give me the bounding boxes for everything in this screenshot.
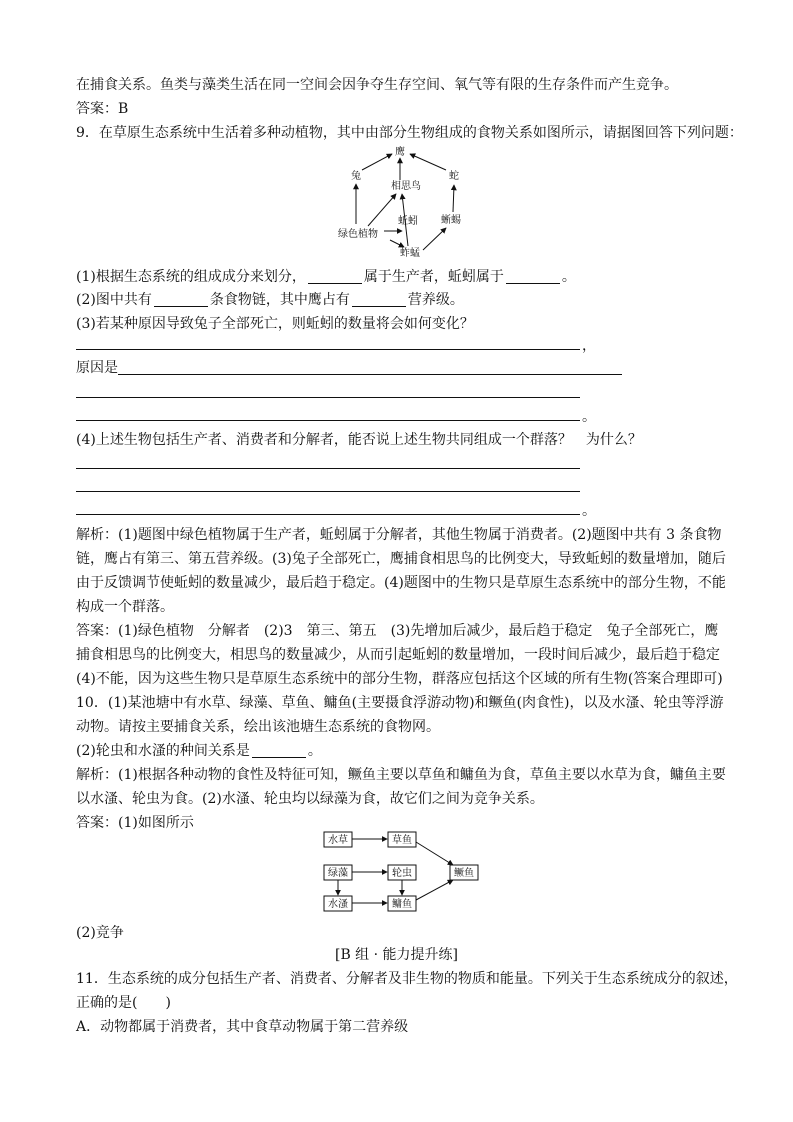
answer-line-4 xyxy=(76,420,580,421)
answer-line-2 xyxy=(118,374,622,375)
answer-line-7-period: 。 xyxy=(582,503,596,519)
q11-stem-2: 正确的是( ) xyxy=(76,995,171,1011)
label-snake: 蛇 xyxy=(449,171,459,182)
answer-line-7 xyxy=(76,514,580,515)
answer-line-4-period: 。 xyxy=(582,409,596,425)
answer-line-1 xyxy=(76,349,580,350)
reason-label: 原因是 xyxy=(76,360,118,376)
node-rotifer xyxy=(388,865,416,880)
q11-option-a: A．动物都属于消费者，其中食草动物属于第二营养级 xyxy=(76,1019,409,1035)
q9-stem: 9．在草原生态系统中生活着多种动植物，其中由部分生物组成的食物关系如图所示，请据图回答下列问题： xyxy=(76,125,743,141)
label-hawk: 鹰 xyxy=(395,147,405,158)
svg-text:鳙鱼: 鳙鱼 xyxy=(392,899,412,910)
q9-part3: (3)若某种原因导致兔子全部死亡，则蚯蚓的数量将会如何变化？ xyxy=(76,316,474,332)
label-grasshopper: 蚱蜢 xyxy=(400,248,420,259)
q9-analysis-2: 链，鹰占有第三、第五营养级。(3)兔子全部死亡，鹰捕食相思鸟的比例变大，导致蚯蚓的数量增加，随后 xyxy=(76,551,726,567)
q10-part2: (2)轮虫和水溞的种间关系是 。 xyxy=(76,743,322,759)
food-web-diagram-q9 xyxy=(330,144,470,262)
q8-answer: 答案：B xyxy=(76,101,129,117)
label-rabbit: 兔 xyxy=(351,171,361,182)
answer-line-6 xyxy=(76,491,580,492)
answer-line-3 xyxy=(76,397,580,398)
answer-line-1-comma: ， xyxy=(582,338,596,354)
svg-text:鳜鱼: 鳜鱼 xyxy=(454,868,474,879)
q9-part1: (1)根据生态系统的组成成分来划分， 属于生产者，蚯蚓属于 。 xyxy=(76,269,576,285)
q10-analysis-2: 以水溞、轮虫为食。(2)水溞、轮虫均以绿藻为食，故它们之间为竞争关系。 xyxy=(76,791,544,807)
q9-answer-3: (4)不能，因为这些生物只是草原生态系统中的部分生物，群落应包括这个区域的所有生物(答案合理即可) xyxy=(76,671,723,687)
node-grasscarp xyxy=(388,832,416,847)
q11-stem-1: 11．生态系统的成分包括生产者、消费者、分解者及非生物的物质和能量。下列关于生态系统成分的叙述， xyxy=(76,971,738,987)
q10-answer-2: (2)竞争 xyxy=(76,925,124,941)
q9-analysis-3: 由于反馈调节使蚯蚓的数量减少，最后趋于稳定。(4)题图中的生物只是草原生态系统中的部分生物，不能 xyxy=(76,575,726,591)
q10-stem-2: 动物。请按主要捕食关系，绘出该池塘生态系统的食物网。 xyxy=(76,719,440,735)
svg-text:水草: 水草 xyxy=(328,835,348,846)
q10-answer-intro: 答案：(1)如图所示 xyxy=(76,815,194,831)
node-mandarinfish xyxy=(450,865,478,880)
svg-text:草鱼: 草鱼 xyxy=(392,835,412,846)
q9-answer-1: 答案：(1)绿色植物 分解者 (2)3 第三、第五 (3)先增加后减少，最后趋于稳定 兔子全部死亡，鹰 xyxy=(76,623,719,639)
q10-stem-1: 10．(1)某池塘中有水草、绿藻、草鱼、鳙鱼(主要摄食浮游动物)和鳜鱼(肉食性)，以及水溞、轮虫等浮游 xyxy=(76,695,724,711)
node-waterweed xyxy=(324,832,352,847)
food-web-diagram-q10 xyxy=(318,828,486,918)
label-lizard: 蜥蜴 xyxy=(441,215,461,226)
label-earthworm: 蚯蚓 xyxy=(398,216,418,227)
svg-text:水溞: 水溞 xyxy=(328,899,348,910)
section-b-heading: [B 组 · 能力提升练] xyxy=(334,947,458,963)
q9-answer-2: 捕食相思鸟的比例变大，相思鸟的数量减少，从而引起蚯蚓的数量增加，一段时间后减少，最后趋于稳定 xyxy=(76,647,720,663)
node-daphnia xyxy=(324,896,352,911)
q9-part4: (4)上述生物包括生产者、消费者和分解者，能否说上述生物共同组成一个群落？ 为什么？ xyxy=(76,432,642,448)
q9-part2: (2)图中共有 条食物链，其中鹰占有 营养级。 xyxy=(76,292,464,308)
q10-analysis-1: 解析：(1)根据各种动物的食性及特征可知，鳜鱼主要以草鱼和鳙鱼为食，草鱼主要以水草为食，鳙鱼主要 xyxy=(76,767,726,783)
label-plant: 绿色植物 xyxy=(338,229,378,240)
svg-text:轮虫: 轮虫 xyxy=(392,868,412,879)
top-line: 在捕食关系。鱼类与藻类生活在同一空间会因争夺生存空间、氧气等有限的生存条件而产生竞争。 xyxy=(76,77,678,93)
q9-analysis-4: 构成一个群落。 xyxy=(76,599,174,615)
answer-line-5 xyxy=(76,468,580,469)
node-greenalgae xyxy=(324,865,352,880)
label-bird: 相思鸟 xyxy=(391,181,421,192)
svg-text:绿藻: 绿藻 xyxy=(328,868,348,879)
node-bighead xyxy=(388,896,416,911)
q9-analysis-1: 解析：(1)题图中绿色植物属于生产者，蚯蚓属于分解者，其他生物属于消费者。(2)题图中共有 3 条食物 xyxy=(76,527,722,543)
